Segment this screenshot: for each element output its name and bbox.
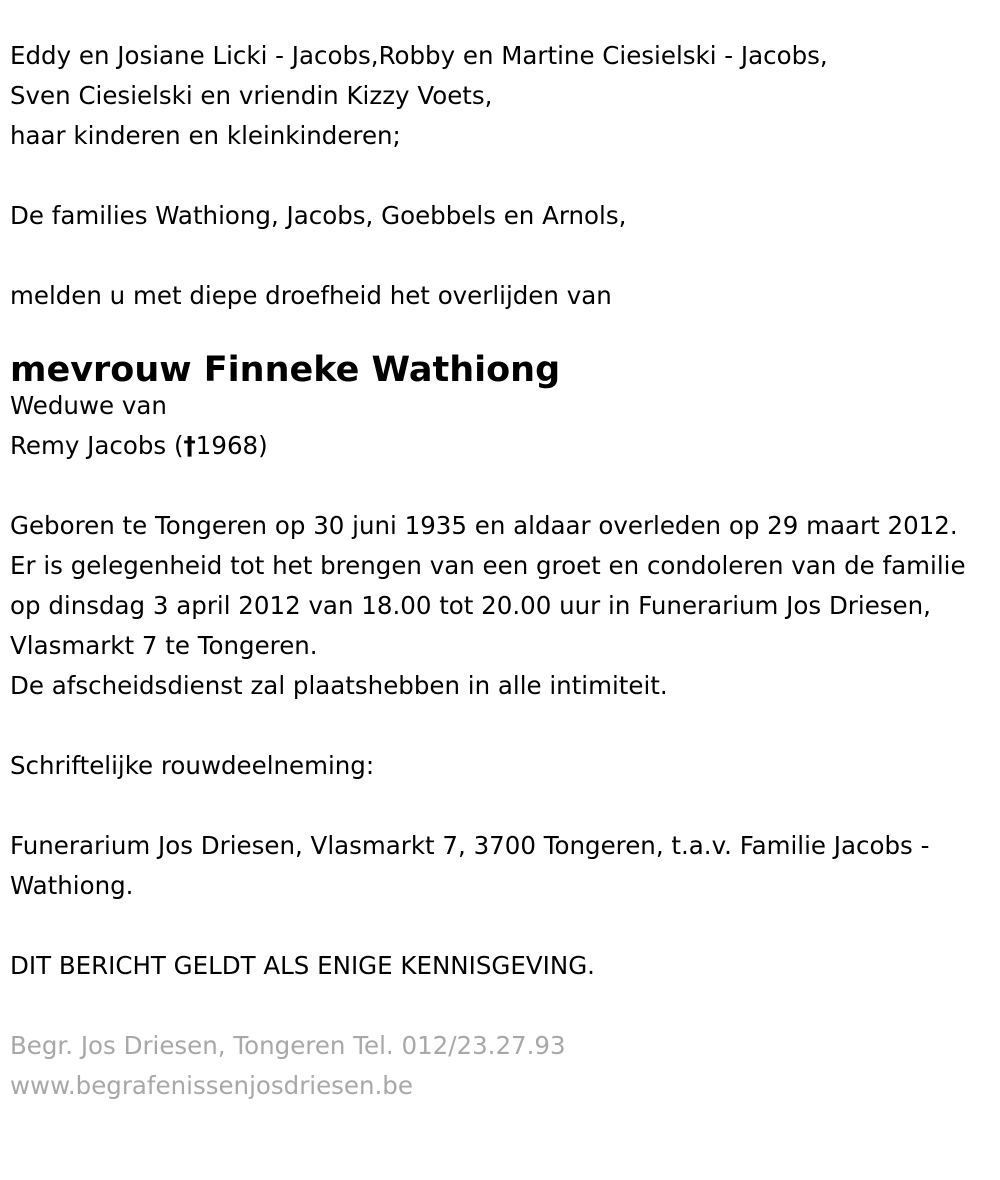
cross-icon: †: [183, 431, 196, 460]
family-line-1: Eddy en Josiane Licki - Jacobs,Robby en Martine Ciesielski - Jacobs,: [10, 41, 828, 70]
service-paragraph: De afscheidsdienst zal plaatshebben in alle intimiteit.: [10, 671, 668, 700]
spacer: [10, 466, 990, 506]
widow-of-label: Weduwe van: [10, 391, 167, 420]
spacer: [10, 906, 990, 946]
visitation-paragraph: Er is gelegenheid tot het brengen van een groet en condoleren van de familie op dinsdag 3 april 2012 van 18.00 tot 20.00 uur in Funerarium Jos Driesen, Vlasmarkt 7 te Tongeren.: [10, 551, 966, 660]
spacer: [10, 156, 990, 196]
families-line: De families Wathiong, Jacobs, Goebbels en Arnols,: [10, 201, 627, 230]
spouse-name: Remy Jacobs (: [10, 431, 184, 460]
spacer: [10, 986, 990, 1026]
notice-line: DIT BERICHT GELDT ALS ENIGE KENNISGEVING.: [10, 951, 595, 980]
spouse-death-year: 1968): [195, 431, 268, 460]
deceased-name: mevrouw Finneke Wathiong: [10, 350, 561, 390]
spouse-line: [10, 426, 990, 466]
spacer: [10, 786, 990, 826]
announcement-line: melden u met diepe droefheid het overlijden van: [10, 281, 612, 310]
condolence-heading: Schriftelijke rouwdeelneming:: [10, 751, 375, 780]
condolence-address: Funerarium Jos Driesen, Vlasmarkt 7, 3700 Tongeren, t.a.v. Familie Jacobs - Wathiong.: [10, 831, 930, 900]
footer-website: www.begrafenissenjosdriesen.be: [10, 1071, 413, 1100]
birth-death-paragraph: Geboren te Tongeren op 30 juni 1935 en aldaar overleden op 29 maart 2012.: [10, 511, 958, 540]
footer-company: Begr. Jos Driesen, Tongeren Tel. 012/23.27.93: [10, 1031, 566, 1060]
spacer: [10, 316, 990, 340]
spacer: [10, 236, 990, 276]
family-line-2: Sven Ciesielski en vriendin Kizzy Voets,: [10, 81, 493, 110]
spacer: [10, 706, 990, 746]
family-line-3: haar kinderen en kleinkinderen;: [10, 121, 401, 150]
